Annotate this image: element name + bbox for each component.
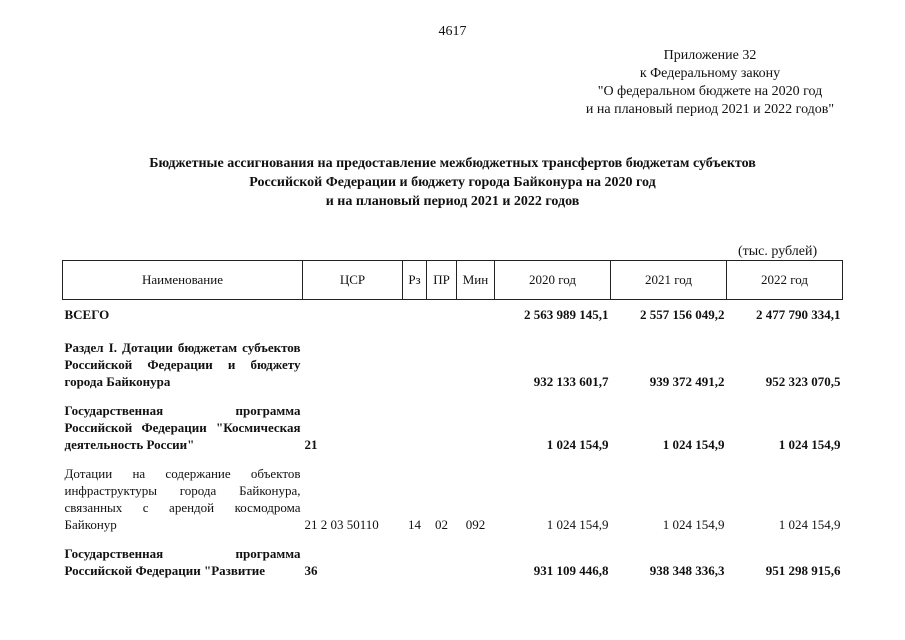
header-2021: 2021 год — [611, 261, 727, 300]
appendix-line: и на плановый период 2021 и 2022 годов" — [585, 102, 835, 117]
table-row — [63, 533, 843, 579]
row-name: Государственная программа Российской Федерации "Развитие — [64, 546, 301, 578]
title-line: и на плановый период 2021 и 2022 годов — [325, 194, 580, 209]
row-2022: 2 477 790 334,1 — [756, 307, 841, 322]
title-line: Российской Федерации и бюджету города Байконура на 2020 год — [249, 175, 656, 190]
header-name: Наименование — [63, 261, 303, 300]
row-2022: 1 024 154,9 — [778, 517, 841, 532]
appendix-line: "О федеральном бюджете на 2020 год — [597, 84, 823, 99]
table-row — [63, 327, 843, 390]
row-2022: 1 024 154,9 — [778, 437, 841, 452]
row-pr — [427, 300, 457, 328]
header-pr: ПР — [427, 261, 457, 300]
row-name: ВСЕГО — [64, 307, 110, 322]
page-number: 4617 — [438, 24, 467, 39]
header-min: Мин — [457, 261, 495, 300]
row-min — [457, 390, 495, 453]
row-name: Государственная программа Российской Федерации "Космическая деятельность России" — [64, 403, 301, 452]
row-rz — [403, 533, 427, 579]
row-min: 092 — [465, 517, 486, 532]
row-pr — [427, 327, 457, 390]
row-pr — [427, 533, 457, 579]
row-2020: 2 563 989 145,1 — [524, 307, 609, 322]
header-csr: ЦСР — [303, 261, 403, 300]
appendix-line: к Федеральному закону — [639, 66, 781, 81]
header-2022: 2022 год — [727, 261, 843, 300]
table-row — [63, 453, 843, 533]
row-2020: 1 024 154,9 — [546, 437, 609, 452]
appendix-note — [500, 47, 905, 119]
row-pr: 02 — [435, 517, 448, 532]
row-min — [457, 533, 495, 579]
row-2021: 938 348 336,3 — [649, 563, 725, 578]
row-2022: 952 323 070,5 — [765, 374, 841, 389]
row-rz: 14 — [408, 517, 421, 532]
table-row-total — [63, 300, 843, 328]
row-min — [457, 327, 495, 390]
table-row — [63, 390, 843, 453]
document-title — [0, 154, 905, 211]
row-csr — [303, 300, 403, 328]
row-2021: 939 372 491,2 — [649, 374, 725, 389]
row-name: Дотации на содержание объектов инфраструктуры города Байконура, связанных с арендой космодрома Байконур — [64, 466, 301, 532]
title-line: Бюджетные ассигнования на предоставление межбюджетных трансфертов бюджетам субъектов — [149, 156, 756, 171]
header-rz: Рз — [403, 261, 427, 300]
row-csr: 21 — [304, 437, 318, 452]
row-2020: 932 133 601,7 — [533, 374, 609, 389]
row-name: Раздел I. Дотации бюджетам субъектов Российской Федерации и бюджету города Байконура — [64, 340, 301, 389]
row-rz — [403, 300, 427, 328]
row-2021: 1 024 154,9 — [662, 517, 725, 532]
row-2022: 951 298 915,6 — [765, 563, 841, 578]
row-2020: 1 024 154,9 — [546, 517, 609, 532]
row-rz — [403, 390, 427, 453]
appendix-line: Приложение 32 — [663, 48, 757, 63]
row-2021: 1 024 154,9 — [662, 437, 725, 452]
row-csr: 21 2 03 50110 — [304, 517, 379, 532]
row-csr — [303, 327, 403, 390]
units-label: (тыс. рублей) — [738, 244, 818, 259]
row-rz — [403, 327, 427, 390]
row-min — [457, 300, 495, 328]
header-2020: 2020 год — [495, 261, 611, 300]
budget-table — [62, 260, 843, 579]
row-csr: 36 — [304, 563, 318, 578]
row-pr — [427, 390, 457, 453]
table-header-row — [63, 261, 843, 300]
row-2020: 931 109 446,8 — [533, 563, 609, 578]
row-2021: 2 557 156 049,2 — [640, 307, 725, 322]
